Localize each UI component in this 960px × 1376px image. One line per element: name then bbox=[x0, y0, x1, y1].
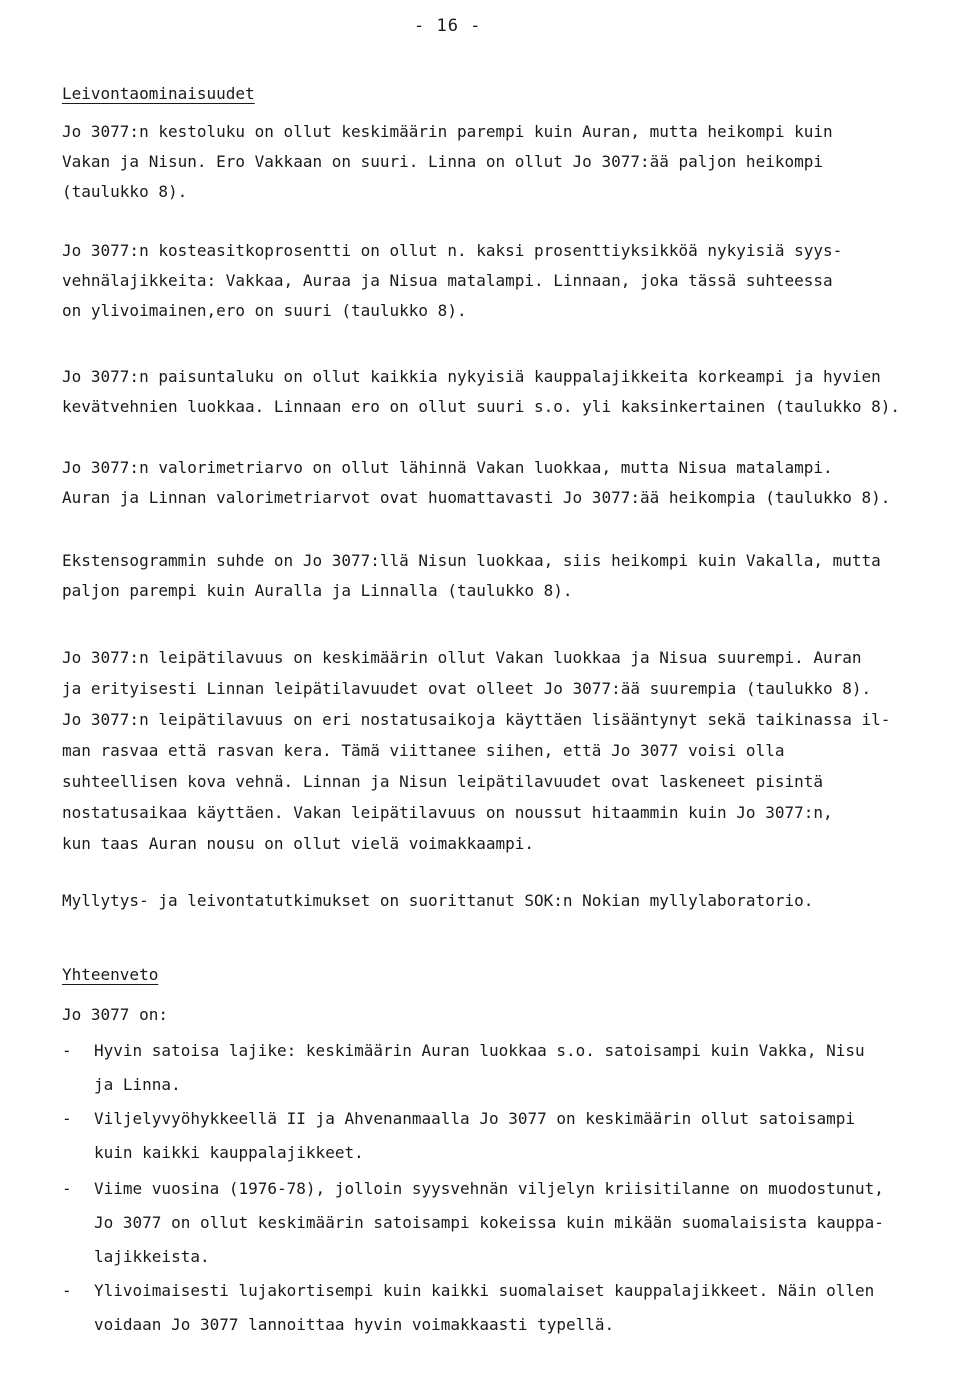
summary-intro-line: Jo 3077 on: bbox=[62, 1005, 168, 1024]
paragraph-ekstensogrammi bbox=[62, 546, 938, 606]
paragraph-valorimetriarvo bbox=[62, 453, 938, 513]
paragraph-line: vehnälajikkeita: Vakkaa, Auraa ja Nisua matalampi. Linnaan, joka tässä suhteessa bbox=[62, 271, 833, 290]
paragraph-line: paljon parempi kuin Auralla ja Linnalla (taulukko 8). bbox=[62, 581, 573, 600]
section-heading-leivontaominaisuudet: Leivontaominaisuudet bbox=[62, 84, 255, 103]
paragraph-line: Jo 3077:n leipätilavuus on keskimäärin ollut Vakan luokkaa ja Nisua suurempi. Auran bbox=[62, 648, 862, 667]
bullet-text bbox=[94, 1102, 938, 1170]
paragraph-line: Jo 3077:n valorimetriarvo on ollut lähinnä Vakan luokkaa, mutta Nisua matalampi. bbox=[62, 458, 833, 477]
paragraph-line: Ekstensogrammin suhde on Jo 3077:llä Nisun luokkaa, siis heikompi kuin Vakalla, mutta bbox=[62, 551, 881, 570]
bullet-line: Viime vuosina (1976-78), jolloin syysvehnän viljelyn kriisitilanne on muodostunut, bbox=[94, 1179, 884, 1198]
paragraph-line: suhteellisen kova vehnä. Linnan ja Nisun leipätilavuudet ovat laskeneet pisintä bbox=[62, 772, 823, 791]
page-number: - 16 - bbox=[414, 16, 482, 36]
bullet-text bbox=[94, 1172, 938, 1274]
paragraph-kosteasitko bbox=[62, 236, 938, 326]
paragraph-line: on ylivoimainen,ero on suuri (taulukko 8). bbox=[62, 301, 467, 320]
summary-intro bbox=[62, 1000, 938, 1030]
bullet-dash: - bbox=[62, 1109, 72, 1128]
bullet-line: Jo 3077 on ollut keskimäärin satoisampi kokeissa kuin mikään suomalaisista kauppa- bbox=[94, 1213, 884, 1232]
paragraph-leipatilavuus bbox=[62, 642, 938, 859]
bullet-dash: - bbox=[62, 1041, 72, 1060]
bullet-dash: - bbox=[62, 1281, 72, 1300]
bullet-line: Viljelyvyöhykkeellä II ja Ahvenanmaalla Jo 3077 on keskimäärin ollut satoisampi bbox=[94, 1109, 855, 1128]
paragraph-line: Auran ja Linnan valorimetriarvot ovat huomattavasti Jo 3077:ää heikompia (taulukko 8). bbox=[62, 488, 891, 507]
paragraph-myllytys bbox=[62, 886, 938, 916]
paragraph-line: nostatusaikaa käyttäen. Vakan leipätilavuus on noussut hitaammin kuin Jo 3077:n, bbox=[62, 803, 833, 822]
paragraph-line: Jo 3077:n kestoluku on ollut keskimäärin parempi kuin Auran, mutta heikompi kuin bbox=[62, 122, 833, 141]
paragraph-line: Myllytys- ja leivontatutkimukset on suorittanut SOK:n Nokian myllylaboratorio. bbox=[62, 891, 814, 910]
section-heading-yhteenveto: Yhteenveto bbox=[62, 965, 159, 984]
bullet-line: Ylivoimaisesti lujakortisempi kuin kaikki suomalaiset kauppalajikkeet. Näin ollen bbox=[94, 1281, 875, 1300]
bullet-dash: - bbox=[62, 1179, 72, 1198]
bullet-line: lajikkeista. bbox=[94, 1247, 210, 1266]
bullet-line: ja Linna. bbox=[94, 1075, 181, 1094]
paragraph-line: ja erityisesti Linnan leipätilavuudet ovat olleet Jo 3077:ää suurempia (taulukko 8). bbox=[62, 679, 872, 698]
paragraph-line: (taulukko 8). bbox=[62, 182, 188, 201]
paragraph-line: kun taas Auran nousu on ollut vielä voimakkaampi. bbox=[62, 834, 535, 853]
bullet-line: Hyvin satoisa lajike: keskimäärin Auran luokkaa s.o. satoisampi kuin Vakka, Nisu bbox=[94, 1041, 865, 1060]
paragraph-line: Jo 3077:n leipätilavuus on eri nostatusaikoja käyttäen lisääntynyt sekä taikinassa il- bbox=[62, 710, 891, 729]
paragraph-line: Jo 3077:n paisuntaluku on ollut kaikkia nykyisiä kauppalajikkeita korkeampi ja hyvien bbox=[62, 367, 881, 386]
paragraph-kestoluku bbox=[62, 117, 938, 207]
bullet-line: voidaan Jo 3077 lannoittaa hyvin voimakkaasti typellä. bbox=[94, 1315, 615, 1334]
bullet-text bbox=[94, 1034, 938, 1102]
paragraph-line: man rasvaa että rasvan kera. Tämä viittanee siihen, että Jo 3077 voisi olla bbox=[62, 741, 785, 760]
paragraph-line: kevätvehnien luokkaa. Linnaan ero on ollut suuri s.o. yli kaksinkertainen (taulukko 8). bbox=[62, 397, 901, 416]
bullet-line: kuin kaikki kauppalajikkeet. bbox=[94, 1143, 364, 1162]
paragraph-paisuntaluku bbox=[62, 362, 938, 422]
paragraph-line: Jo 3077:n kosteasitkoprosentti on ollut n. kaksi prosenttiyksikköä nykyisiä syys- bbox=[62, 241, 843, 260]
paragraph-line: Vakan ja Nisun. Ero Vakkaan on suuri. Linna on ollut Jo 3077:ää paljon heikompi bbox=[62, 152, 823, 171]
bullet-text bbox=[94, 1274, 938, 1342]
